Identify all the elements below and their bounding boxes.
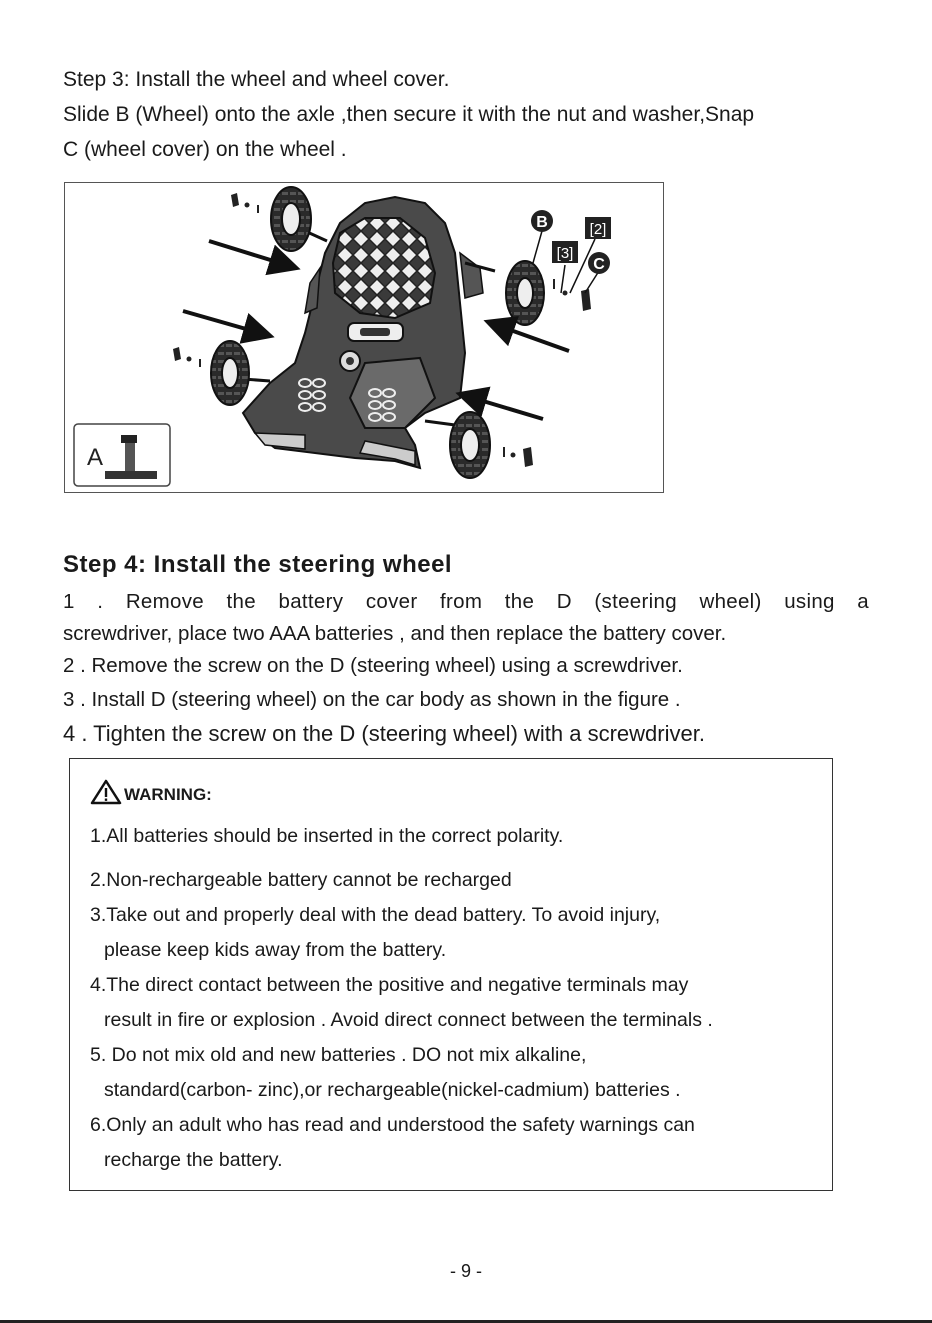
step4-instruction-2: 2 . Remove the screw on the D (steering wheel) using a screwdriver.: [63, 654, 683, 677]
label-b: [531, 210, 553, 232]
warning-item-3-cont: please keep kids away from the battery.: [104, 939, 447, 961]
tool-inset-a: [74, 424, 170, 486]
warning-item-6: 6.Only an adult who has read and understood the safety warnings can: [90, 1114, 695, 1136]
warning-title: WARNING:: [124, 785, 212, 804]
wheel-bottom-right: [450, 412, 490, 478]
warning-item-2: 2.Non-rechargeable battery cannot be recharged: [90, 869, 512, 891]
label-part-3: [552, 241, 578, 263]
page-number: - 9 -: [449, 1261, 482, 1281]
svg-text:B: B: [536, 214, 548, 231]
warning-item-5-cont: standard(carbon- zinc),or rechargeable(nickel-cadmium) batteries .: [104, 1079, 681, 1101]
warning-item-4: 4.The direct contact between the positive and negative terminals may: [90, 974, 689, 996]
wheel-installation-figure: [64, 182, 664, 493]
step4-section: [63, 548, 869, 752]
car-assembly-illustration: [65, 183, 665, 494]
step4-instruction-4: 4 . Tighten the screw on the D (steering wheel) with a screwdriver.: [63, 721, 705, 746]
warning-box: [69, 758, 833, 1191]
wheel-top-right: [506, 261, 544, 325]
svg-text:[3]: [3]: [556, 245, 574, 262]
warning-list: [90, 819, 825, 1178]
wheel-bottom-left: [211, 341, 249, 405]
step3-instruction-line2: C (wheel cover) on the wheel .: [63, 138, 347, 161]
warning-item-6-cont: recharge the battery.: [104, 1149, 283, 1171]
step3-instruction-line1: Slide B (Wheel) onto the axle ,then secure it with the nut and washer,Snap: [63, 103, 755, 126]
step4-heading: Step 4: Install the steering wheel: [63, 551, 453, 578]
step3-section: [63, 62, 875, 167]
wheel-top-left: [271, 187, 311, 251]
svg-text:C: C: [593, 256, 605, 273]
warning-icon: [90, 779, 122, 805]
warning-item-1: 1.All batteries should be inserted in the correct polarity.: [90, 825, 564, 847]
warning-item-4-cont: result in fire or explosion . Avoid direct connect between the terminals .: [104, 1009, 713, 1031]
warning-item-3: 3.Take out and properly deal with the dead battery. To avoid injury,: [90, 904, 661, 926]
step3-title: Step 3: Install the wheel and wheel cover.: [63, 68, 450, 91]
warning-item-5: 5. Do not mix old and new batteries . DO not mix alkaline,: [90, 1044, 587, 1066]
svg-text:A: A: [87, 444, 104, 471]
label-part-2: [585, 217, 611, 239]
step4-instruction-3: 3 . Install D (steering wheel) on the car body as shown in the figure .: [63, 688, 681, 711]
label-c: [588, 252, 610, 274]
warning-header: [90, 779, 212, 805]
svg-text:[2]: [2]: [589, 221, 607, 238]
step4-instruction-1a: 1 . Remove the battery cover from the D (steering wheel) using a: [63, 590, 869, 613]
step4-instruction-1b: screwdriver, place two AAA batteries , and then replace the battery cover.: [63, 622, 727, 645]
